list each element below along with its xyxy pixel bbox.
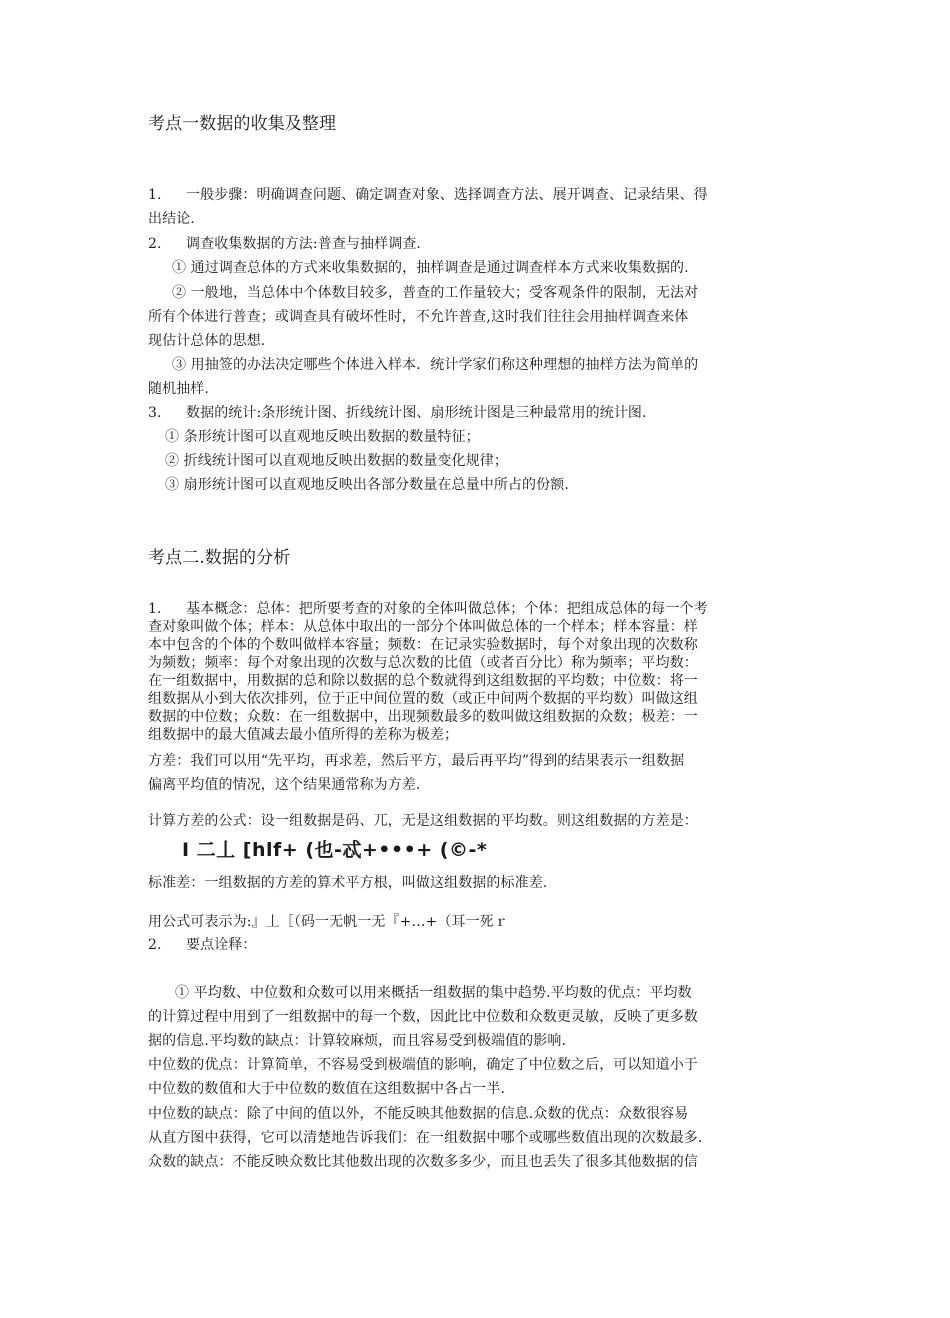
s1-item2-sub2-line2: 所有个体进行普查；或调查具有破坏性时，不允许普查,这时我们往往会用抽样调查来体 — [148, 309, 689, 325]
s1-item3-text: 数据的统计:条形统计图、折线统计图、扇形统计图是三种最常用的统计图. — [186, 405, 647, 421]
s1-item3-sub3: ③ 扇形统计图可以直观地反映出各部分数量在总量中所占的份额. — [165, 477, 569, 493]
s1-item2-sub2-line3: 现估计总体的思想. — [148, 333, 266, 349]
s1-item2-line — [148, 235, 421, 253]
s1-item2-sub1: ① 通过调查总体的方式来收集数据的，抽样调查是通过调查样本方式来收集数据的. — [172, 260, 689, 276]
s1-item3-sub1: ① 条形统计图可以直观地反映出数据的数量特征； — [165, 429, 480, 445]
s2-item1-line2: 查对象叫做个体；样本：从总体中取出的一部分个体叫做总体的一个样本；样本容量：样 — [148, 619, 698, 635]
s1-item1-text: 一般步骤：明确调查问题、确定调查对象、选择调查方法、展开调查、记录结果、得 — [186, 187, 708, 203]
s2-item2-line — [148, 936, 257, 954]
s2-item1-line7: 数据的中位数；众数：在一组数据中，出现频数最多的数叫做这组数据的众数；极差：一 — [148, 709, 698, 725]
s2-item1-line8: 组数据中的最大值减去最小值所得的差称为极差； — [148, 727, 459, 743]
notes-p3-line3: 众数的缺点：不能反映众数比其他数出现的次数多多少，而且也丢失了很多其他数据的信 — [148, 1154, 698, 1170]
s1-item2-sub2-line1: ② 一般地，当总体中个体数目较多，普查的工作量较大；受客观条件的限制，无法对 — [172, 285, 699, 301]
s2-item2-text: 要点诠释： — [186, 937, 257, 953]
s1-item2-text: 调查收集数据的方法:普查与抽样调查. — [186, 236, 421, 252]
s1-item2-num: 2. — [148, 236, 162, 252]
s1-item3-num: 3. — [148, 405, 162, 421]
section2-heading: 考点二.数据的分析 — [148, 548, 291, 568]
notes-p2-line2: 中位数的数值和大于中位数的数值在这组数据中各占一半. — [148, 1081, 506, 1097]
s1-item1-line2: 出结论. — [148, 211, 195, 227]
notes-p3-line1: 中位数的缺点：除了中间的值以外，不能反映其他数据的信息.众数的优点：众数很容易 — [148, 1106, 689, 1122]
notes-p2-line1: 中位数的优点：计算简单，不容易受到极端值的影响，确定了中位数之后，可以知道小于 — [148, 1057, 698, 1073]
notes-p1-line3: 据的信息.平均数的缺点：计算较麻烦，而且容易受到极端值的影响. — [148, 1033, 566, 1049]
variance-line1: 方差：我们可以用“先平均，再求差，然后平方，最后再平均”得到的结果表示一组数据 — [148, 753, 685, 769]
s2-item2-num: 2. — [148, 937, 162, 953]
notes-p1-line1: ① 平均数、中位数和众数可以用来概括一组数据的集中趋势.平均数的优点：平均数 — [175, 985, 692, 1001]
s1-item2-sub3-line2: 随机抽样. — [148, 381, 209, 397]
s1-item3-sub2: ② 折线统计图可以直观地反映出数据的数量变化规律； — [165, 453, 508, 469]
s2-item1-num: 1. — [148, 601, 162, 617]
s2-item1-line3: 本中包含的个体的个数叫做样本容量；频数：在记录实验数据时，每个对象出现的次数称 — [148, 637, 698, 653]
notes-p1-line2: 的计算过程中用到了一组数据中的每一个数，因此比中位数和众数更灵敏，反映了更多数 — [148, 1009, 698, 1025]
s2-item1-line6: 组数据从小到大依次排列，位于正中间位置的数（或正中间两个数据的平均数）叫做这组 — [148, 691, 698, 707]
std-definition: 标准差：一组数据的方差的算术平方根，叫做这组数据的标准差. — [148, 875, 548, 891]
section1-heading: 考点一数据的收集及整理 — [148, 114, 337, 134]
variance-line2: 偏离平均值的情况，这个结果通常称为方差. — [148, 777, 421, 793]
s2-item1-line5: 在一组数据中，用数据的总和除以数据的总个数就得到这组数据的平均数；中位数：将一 — [148, 673, 698, 689]
s2-item1-text: 基本概念：总体：把所要考查的对象的全体叫做总体；个体：把组成总体的每一个考 — [186, 601, 708, 617]
s1-item3-line — [148, 404, 647, 422]
s1-item2-sub3-line1: ③ 用抽签的办法决定哪些个体进入样本．统计学家们称这种理想的抽样方法为简单的 — [172, 357, 699, 373]
variance-formula: I 二丄 [hlf+ (也-忒+•••+ (©-* — [182, 839, 488, 861]
s1-item1-num: 1. — [148, 187, 162, 203]
std-formula: 用公式可表示为:』丄［（码一无帆一无『+…+（耳一死ｒ — [148, 914, 508, 930]
formula-intro: 计算方差的公式：设一组数据是码、兀，无是这组数据的平均数。则这组数据的方差是： — [148, 813, 698, 829]
s2-item1-line4: 为频数；频率：每个对象出现的次数与总次数的比值（或者百分比）称为频率；平均数： — [148, 655, 698, 671]
notes-p3-line2: 从直方图中获得，它可以清楚地告诉我们：在一组数据中哪个或哪些数值出现的次数最多. — [148, 1130, 703, 1146]
s2-item1-line1 — [148, 600, 708, 618]
s1-item1-line1 — [148, 186, 708, 204]
